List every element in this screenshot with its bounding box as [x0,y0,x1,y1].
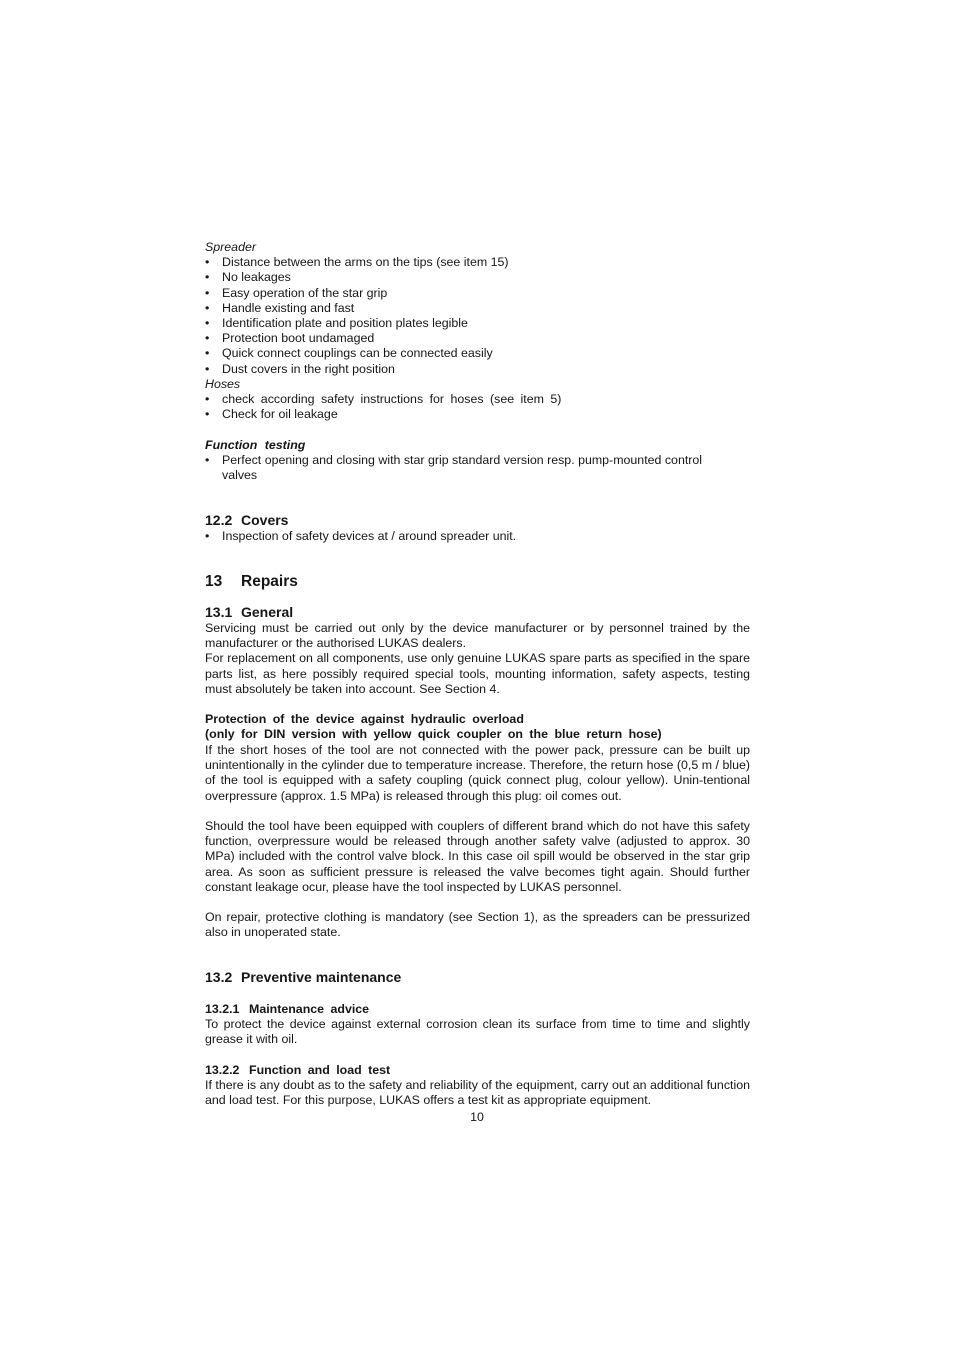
list-item [205,362,750,377]
covers-list [205,529,750,544]
paragraph [205,743,750,804]
section-number: 13.2 [205,969,233,985]
bullet-marker: • [205,316,210,331]
text-line: For replacement on all components, use only genuine LUKAS spare parts as specified in the spare [205,651,750,666]
paragraph [205,910,750,940]
subheading-line: (only for DIN version with yellow quick coupler on the blue return hose) [205,727,662,742]
list-item [205,407,750,422]
function-testing-section [205,438,750,484]
text-line: also in unoperated state. [205,925,341,940]
text-line: area. As soon as sufficient pressure is released the valve becomes tight again. Should further [205,864,750,879]
bullet-marker: • [205,285,210,300]
text-line: overpressure (approx. 1.5 MPa) is released through this plug: oil comes out. [205,788,622,803]
list-item-text: Protection boot undamaged [222,331,375,346]
section-heading [205,512,750,529]
section-number: 13.1 [205,604,233,620]
subsection-heading [205,1063,750,1078]
section-heading [205,604,750,621]
covers-section [205,512,750,529]
paragraph [205,651,750,697]
text-line: MPa) included with the control valve block. In this case oil spill would be observed in the star grip [205,849,750,864]
bullet-marker: • [205,346,210,361]
paragraph [205,819,750,895]
list-item [205,286,750,301]
list-item [205,346,750,361]
text-line: must absolutely be taken into account. See Section 4. [205,681,500,696]
list-item [205,453,750,483]
text-line: Servicing must be carried out only by the device manufacturer or by personnel trained by the [205,621,750,635]
subsection-title: Function and load test [249,1063,391,1077]
chapter-number: 13 [205,573,223,590]
list-item [205,316,750,331]
text-line: parts list, as here possibly required special tools, mounting information, safety aspects, testing [205,666,750,681]
general-section [205,604,750,621]
text-line: function, overpressure would be released through another safety valve (adjusted to approx. 30 [205,834,750,849]
subsection-number: 13.2.1 [205,1002,240,1016]
bullet-marker: • [205,255,210,270]
list-item-line: valves [222,468,258,483]
chapter-title: Repairs [241,573,298,590]
inspection-checklist [205,240,750,422]
list-item [205,255,750,270]
section-title: General [241,604,294,620]
text-line: To protect the device against external corrosion clean its surface from time to time and slightly [205,1017,750,1032]
list-item-text: check according safety instructions for hoses (see item 5) [222,392,562,407]
bullet-marker: • [205,361,210,376]
list-item [205,392,750,407]
subsection-number: 13.2.2 [205,1063,240,1077]
list-item-text: Handle existing and fast [222,300,355,315]
subheading-line: Protection of the device against hydraulic overload [205,712,524,726]
section-title: Covers [241,512,289,528]
text-line: of the tool is equipped with a safety coupling (quick connect plug, colour yellow). Unin-tentional [205,773,750,788]
preventive-section [205,969,750,986]
list-item-text: Check for oil leakage [222,407,338,422]
list-item [205,331,750,346]
list-item-text: No leakages [222,270,291,285]
page-number: 10 [470,1110,484,1124]
bullet-marker: • [205,407,210,422]
text-line: constant leakage ocur, please have the tool inspected by LUKAS personnel. [205,879,622,894]
text-line: If there is any doubt as to the safety and reliability of the equipment, carry out an additional function [205,1078,750,1093]
list-item-text: Easy operation of the star grip [222,285,388,300]
bullet-marker: • [205,529,210,543]
bullet-marker: • [205,331,210,346]
list-item-text: Distance between the arms on the tips (see item 15) [222,255,509,270]
section-heading [205,969,750,986]
general-body [205,621,750,697]
spreader-label: Spreader [205,240,256,254]
text-line: Should the tool have been equipped with couplers of different brand which do not have this safety [205,819,750,833]
maintenance-advice-section [205,1002,750,1048]
text-line: manufacturer or the authorised LUKAS dealers. [205,636,467,651]
list-item [205,529,750,544]
text-line: On repair, protective clothing is mandatory (see Section 1), as the spreaders can be pressurized [205,910,750,924]
list-item-text: Quick connect couplings can be connected easily [222,346,493,361]
list-item [205,301,750,316]
list-item [205,270,750,285]
bullet-marker: • [205,300,210,315]
bullet-marker: • [205,392,210,407]
subsection-heading [205,1002,750,1017]
load-test-section [205,1063,750,1109]
overload-heading [205,712,750,742]
hoses-label: Hoses [205,376,241,391]
list-item-text: Inspection of safety devices at / around spreader unit. [222,529,517,543]
function-testing-heading: Function testing [205,438,306,452]
text-line: unintentionally in the cylinder due to temperature increase. Therefore, the return hose (0,5 m / blue) [205,758,750,773]
section-title: Preventive maintenance [241,969,402,985]
repairs-chapter [205,573,750,591]
section-number: 12.2 [205,512,233,528]
list-item-text: Identification plate and position plates legible [222,316,468,331]
text-line: and load test. For this purpose, LUKAS offers a test kit as appropriate equipment. [205,1093,652,1108]
bullet-marker: • [205,453,210,468]
paragraph [205,621,750,651]
text-line: If the short hoses of the tool are not connected with the power pack, pressure can be built up [205,743,750,757]
list-item-line: Perfect opening and closing with star grip standard version resp. pump-mounted control [222,453,703,468]
text-line: grease it with oil. [205,1032,298,1047]
bullet-marker: • [205,270,210,285]
subsection-title: Maintenance advice [249,1002,370,1016]
list-item-text: Dust covers in the right position [222,361,395,376]
chapter-heading [205,573,750,591]
